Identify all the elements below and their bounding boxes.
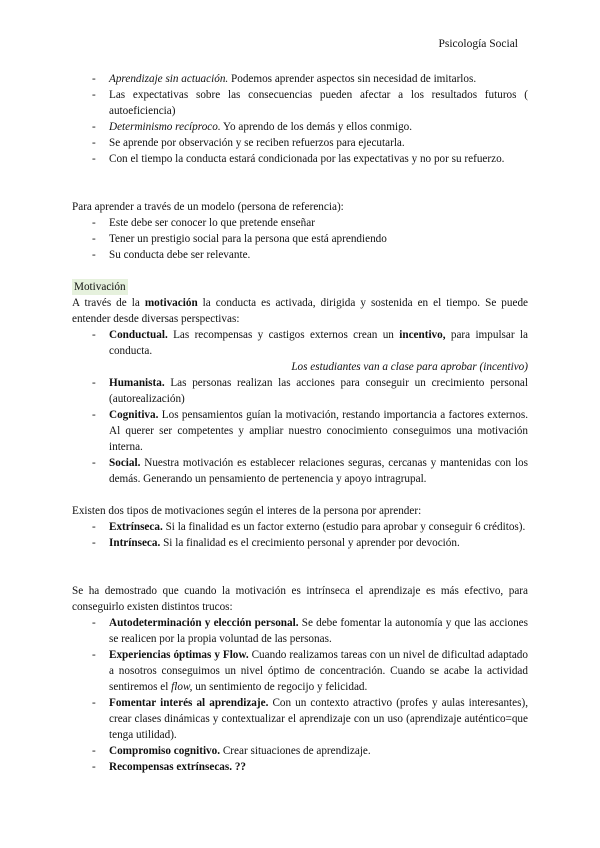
list-item: - Las expectativas sobre las consecuencias pueden afectar a los resultados futuros ( autoeficiencia)	[72, 87, 528, 119]
motivation-block	[72, 279, 528, 487]
list-item: - Recompensas extrínsecas. ??	[72, 759, 528, 775]
list-item: - Conductual. Las recompensas y castigos externos crean un incentivo, para impulsar la conducta.	[72, 327, 528, 359]
list-item: - Se aprende por observación y se reciben refuerzos para ejecutarla.	[72, 135, 528, 151]
model-list	[72, 215, 528, 263]
list-item: - Experiencias óptimas y Flow. Cuando realizamos tareas con un nivel de dificultad adaptado a nosotros conseguimos un nivel óptimo de concentración. Cuando se acabe la actividad sentiremos el flow, un sentimiento de regocijo y felicidad.	[72, 647, 528, 695]
types-block	[72, 503, 528, 551]
list-item: - Su conducta debe ser relevante.	[72, 247, 528, 263]
model-block	[72, 199, 528, 263]
types-intro: Existen dos tipos de motivaciones según el interes de la persona por aprender:	[72, 505, 422, 517]
list-item: - Con el tiempo la conducta estará condicionada por las expectativas y no por su refuerzo.	[72, 151, 528, 167]
list-item: - Extrínseca. Si la finalidad es un factor externo (estudio para aprobar y conseguir 6 créditos).	[72, 519, 528, 535]
top-list-block	[72, 71, 528, 167]
page-header-title: Psicología Social	[438, 38, 518, 50]
tricks-intro: Se ha demostrado que cuando la motivación es intrínseca el aprendizaje es más efectivo, para conseguirlo existen distintos trucos:	[72, 585, 528, 613]
list-item: - Determinismo recíproco. Yo aprendo de los demás y ellos conmigo.	[72, 119, 528, 135]
motivation-intro: A través de la motivación la conducta es activada, dirigida y sostenida en el tiempo. Se puede entender desde diversas perspectivas:	[72, 297, 529, 325]
tricks-list	[72, 615, 528, 775]
top-list	[72, 71, 528, 167]
list-item: - Intrínseca. Si la finalidad es el crecimiento personal y aprender por devoción.	[72, 535, 528, 551]
list-item: - Cognitiva. Los pensamientos guían la motivación, restando importancia a factores externos. Al querer ser competentes y ampliar nuestro conocimiento conseguimos una motivación interna.	[72, 407, 528, 455]
perspectives-list-continued	[72, 375, 528, 487]
types-list	[72, 519, 528, 551]
tricks-block	[72, 583, 528, 775]
list-item: - Tener un prestigio social para la persona que está aprendiendo	[72, 231, 528, 247]
example-quote: Los estudiantes van a clase para aprobar (incentivo)	[291, 361, 528, 373]
list-item: - Compromiso cognitivo. Crear situaciones de aprendizaje.	[72, 743, 528, 759]
list-item: - Autodeterminación y elección personal. Se debe fomentar la autonomía y que las acciones se realicen por la propia voluntad de las personas.	[72, 615, 528, 647]
section-title: Motivación	[74, 281, 126, 293]
list-item: - Aprendizaje sin actuación. Podemos aprender aspectos sin necesidad de imitarlos.	[72, 71, 528, 87]
list-item: - Fomentar interés al aprendizaje. Con un contexto atractivo (profes y aulas interesantes), crear clases dinámicas y contextualizar el aprendizaje con un uso (aprendizaje auténtico=que tenga utilidad).	[72, 695, 528, 743]
list-item: - Social. Nuestra motivación es establecer relaciones seguras, cercanas y mantenidas con los demás. Generando un pensamiento de pertenencia y apoyo intragrupal.	[72, 455, 528, 487]
list-item: - Este debe ser conocer lo que pretende enseñar	[72, 215, 528, 231]
perspectives-list	[72, 327, 528, 359]
model-intro: Para aprender a través de un modelo (persona de referencia):	[72, 201, 344, 213]
list-item: - Humanista. Las personas realizan las acciones para conseguir un crecimiento personal (autorealización)	[72, 375, 528, 407]
